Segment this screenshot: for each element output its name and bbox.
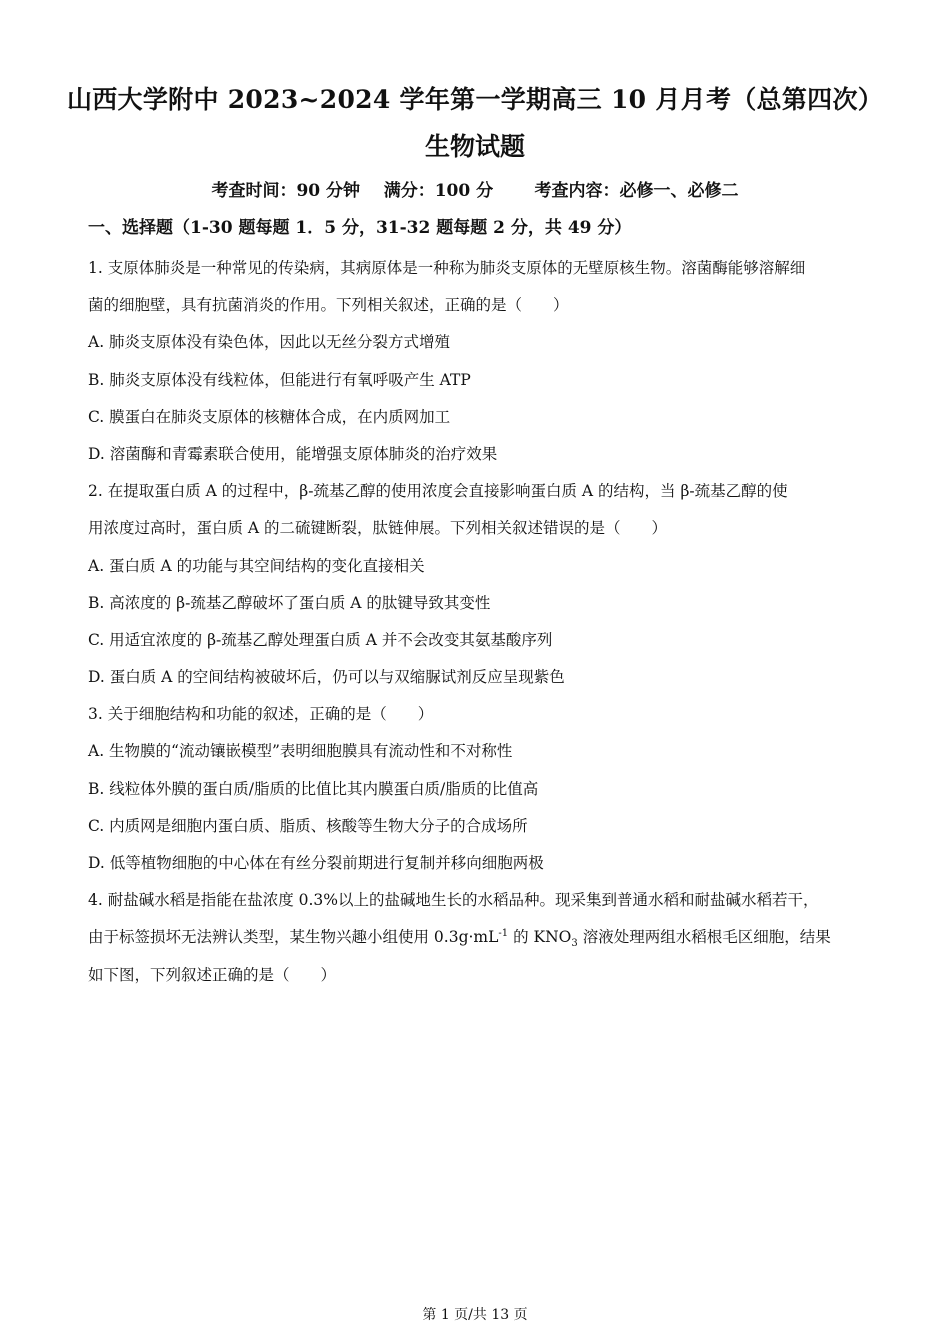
question-stem-line: 3. 关于细胞结构和功能的叙述，正确的是（ ）: [88, 705, 434, 724]
option-c: C. 用适宜浓度的 β-巯基乙醇处理蛋白质 A 并不会改变其氨基酸序列: [88, 630, 553, 649]
option-b: B. 高浓度的 β-巯基乙醇破坏了蛋白质 A 的肽键导致其变性: [88, 593, 491, 612]
question-stem-line: 菌的细胞壁，具有抗菌消炎的作用。下列相关叙述，正确的是（ ）: [88, 296, 569, 315]
question-1: [88, 250, 878, 473]
option-a: A. 蛋白质 A 的功能与其空间结构的变化直接相关: [88, 556, 425, 575]
superscript-exponent: -1: [498, 928, 509, 940]
option-b: B. 肺炎支原体没有线粒体，但能进行有氧呼吸产生 ATP: [88, 370, 471, 389]
page-footer: 第 1 页/共 13 页: [422, 1307, 528, 1323]
option-b: B. 线粒体外膜的蛋白质/脂质的比值比其内膜蛋白质/脂质的比值高: [88, 779, 539, 798]
stem-text: 的 KNO: [508, 928, 572, 947]
exam-title: 山西大学附中 2023~2024 学年第一学期高三 10 月月考（总第四次）: [66, 85, 884, 114]
question-stem-line: [88, 919, 878, 956]
subscript-index: 3: [571, 938, 578, 950]
question-4: [88, 882, 878, 994]
question-stem-line: 1. 支原体肺炎是一种常见的传染病，其病原体是一种称为肺炎支原体的无壁原核生物。溶菌酶能够溶解细: [88, 259, 806, 277]
question-stem-line: 2. 在提取蛋白质 A 的过程中，β-巯基乙醇的使用浓度会直接影响蛋白质 A 的结构，当 β-巯基乙醇的使: [88, 482, 788, 501]
question-stem-line: 用浓度过高时，蛋白质 A 的二硫键断裂，肽链伸展。下列相关叙述错误的是（ ）: [88, 519, 668, 538]
option-a: A. 肺炎支原体没有染色体，因此以无丝分裂方式增殖: [88, 333, 451, 352]
option-d: D. 溶菌酶和青霉素联合使用，能增强支原体肺炎的治疗效果: [88, 444, 498, 463]
option-d: D. 低等植物细胞的中心体在有丝分裂前期进行复制并移向细胞两极: [88, 854, 544, 872]
option-a: A. 生物膜的“流动镶嵌模型”表明细胞膜具有流动性和不对称性: [88, 742, 513, 761]
exam-meta: 考查时间：90 分钟 满分：100 分 考查内容：必修一、必修二: [211, 181, 739, 201]
option-d: D. 蛋白质 A 的空间结构被破坏后，仍可以与双缩脲试剂反应呈现紫色: [88, 668, 565, 687]
questions-body: [88, 250, 878, 994]
question-3: [88, 696, 878, 882]
question-stem-line: 4. 耐盐碱水稻是指能在盐浓度 0.3%以上的盐碱地生长的水稻品种。现采集到普通水稻和耐盐碱水稻若干，: [88, 891, 819, 910]
stem-text: 溶液处理两组水稻根毛区细胞，结果: [577, 928, 831, 947]
question-stem-line: 如下图，下列叙述正确的是（ ）: [88, 965, 337, 984]
question-2: [88, 473, 878, 696]
stem-text: 由于标签损坏无法辨认类型，某生物兴趣小组使用 0.3g·mL: [88, 928, 499, 947]
exam-subtitle: 生物试题: [424, 132, 525, 161]
option-c: C. 膜蛋白在肺炎支原体的核糖体合成，在内质网加工: [88, 407, 451, 426]
option-c: C. 内质网是细胞内蛋白质、脂质、核酸等生物大分子的合成场所: [88, 816, 528, 835]
section-heading: 一、选择题（1-30 题每题 1．5 分，31-32 题每题 2 分，共 49 分）: [88, 218, 632, 238]
